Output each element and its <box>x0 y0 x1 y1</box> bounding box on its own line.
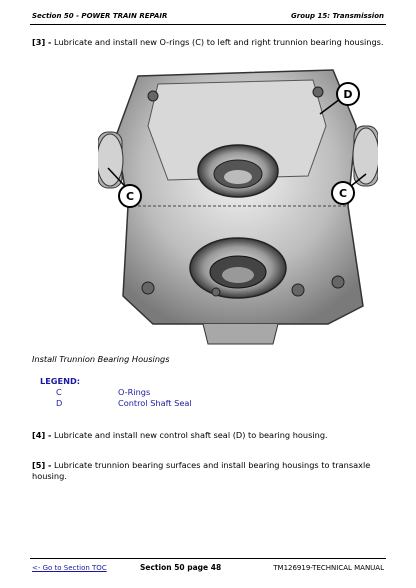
figure-caption: Install Trunnion Bearing Housings <box>32 354 170 364</box>
callout-d <box>337 83 359 105</box>
legend-key: C <box>56 387 62 397</box>
legend-item <box>56 387 150 397</box>
step-4 <box>32 430 388 441</box>
callout-c-right <box>332 182 354 204</box>
step-number: [4] - <box>32 430 52 440</box>
step-number: [3] - <box>32 37 52 47</box>
legend-key: D <box>56 398 63 408</box>
trunnion-housing-photo <box>98 56 378 346</box>
svg-text:C: C <box>125 190 135 203</box>
manual-id: TM126919-TECHNICAL MANUAL <box>273 564 384 572</box>
legend-title: LEGEND: <box>40 376 81 386</box>
toc-link[interactable]: <- Go to Section TOC <box>32 564 107 572</box>
page-footer <box>30 558 386 579</box>
callout-c-left <box>119 185 141 207</box>
step-number: [5] - <box>32 460 52 470</box>
svg-text:C: C <box>338 187 348 200</box>
legend-item <box>56 398 192 408</box>
legend-label: Control Shaft Seal <box>118 398 192 408</box>
section-title: Section 50 - POWER TRAIN REPAIR <box>32 12 168 20</box>
step-5 <box>32 460 388 482</box>
step-3 <box>32 37 388 48</box>
step-text: Lubricate and install new control shaft seal (D) to bearing housing. <box>54 430 328 440</box>
step-text: Lubricate trunnion bearing surfaces and install bearing housings to transaxle housing. <box>32 460 371 481</box>
step-text: Lubricate and install new O-rings (C) to left and right trunnion bearing housings. <box>54 37 384 47</box>
group-title: Group 15: Transmission <box>291 12 384 20</box>
svg-text:D: D <box>343 88 353 101</box>
page-header <box>30 4 386 25</box>
legend-label: O-Rings <box>118 387 151 397</box>
page-number: Section 50 page 48 <box>140 563 222 572</box>
